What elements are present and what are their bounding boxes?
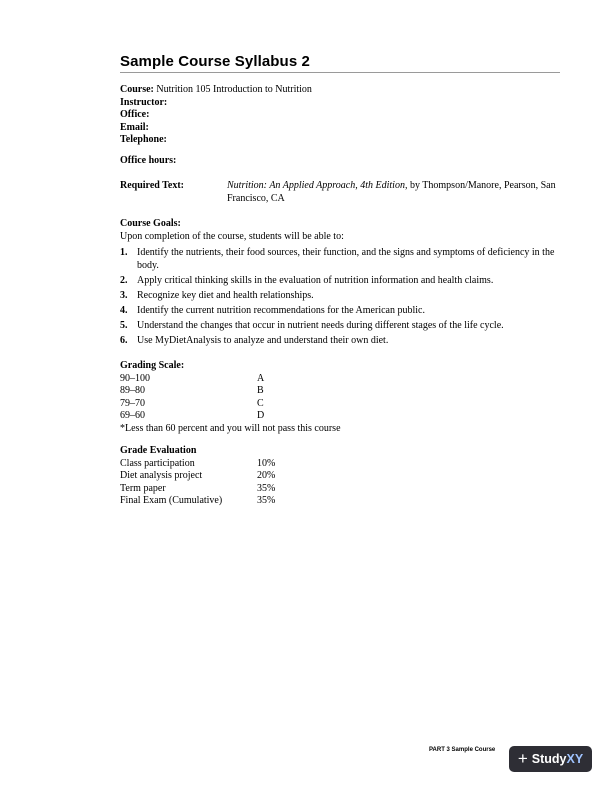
page-title: Sample Course Syllabus 2	[120, 53, 310, 70]
course-info	[120, 84, 312, 147]
required-book-title: Nutrition: An Applied Approach, 4th Edition,	[227, 180, 408, 191]
badge-label	[532, 752, 583, 766]
list-item	[120, 320, 565, 333]
list-item	[120, 247, 565, 272]
email-label: Email:	[120, 121, 149, 133]
table-row	[120, 410, 341, 423]
table-row	[120, 470, 276, 483]
goal-text: Identify the nutrients, their food sources, their function, and the signs and symptoms of deficiency in the body.	[137, 247, 555, 271]
table-row	[120, 373, 341, 386]
table-row	[120, 457, 276, 471]
course-value: Nutrition 105 Introduction to Nutrition	[156, 84, 312, 95]
course-goals	[120, 218, 344, 243]
grading-scale-heading: Grading Scale:	[120, 360, 185, 371]
goal-number: 2.	[120, 274, 128, 286]
table-row	[120, 398, 341, 411]
office-label: Office:	[120, 109, 150, 120]
goal-number: 6.	[120, 334, 128, 346]
table-row	[120, 495, 276, 508]
grade-range: 89–80	[120, 385, 145, 397]
table-row	[120, 385, 341, 398]
evaluation-weight: 20%	[257, 470, 276, 482]
grade-letter: D	[257, 410, 265, 422]
goals-list	[120, 247, 565, 350]
telephone-label: Telephone:	[120, 134, 167, 145]
goal-number: 4.	[120, 304, 128, 316]
list-item	[120, 290, 565, 303]
badge-name: Study	[531, 752, 567, 766]
evaluation-item: Term paper	[120, 482, 166, 494]
required-text-value	[227, 180, 562, 205]
evaluation-weight: 35%	[257, 495, 276, 507]
grading-scale	[120, 360, 341, 436]
evaluation-item: Final Exam (Cumulative)	[120, 495, 223, 507]
list-item	[120, 275, 565, 288]
list-item	[120, 305, 565, 318]
office-hours	[120, 155, 176, 168]
grade-letter: C	[257, 397, 264, 409]
instructor-label: Instructor:	[120, 96, 168, 108]
required-book-details: by Thompson/Manore, Pearson, San Francisco, CA	[227, 180, 556, 204]
page-footer: PART 3 Sample Course	[429, 747, 496, 753]
grade-evaluation-heading: Grade Evaluation	[120, 445, 197, 456]
goal-text: Use MyDietAnalysis to analyze and understand their own diet.	[137, 334, 389, 346]
grade-evaluation	[120, 445, 276, 508]
grade-range: 90–100	[120, 372, 150, 384]
evaluation-item: Diet analysis project	[120, 470, 203, 482]
course-line	[120, 84, 312, 97]
studyxy-badge[interactable]	[509, 746, 592, 772]
grade-range: 79–70	[120, 397, 145, 409]
goal-number: 3.	[120, 289, 128, 301]
goals-intro: Upon completion of the course, students will be able to:	[120, 230, 344, 242]
goals-heading: Course Goals:	[120, 218, 181, 229]
goal-text: Identify the current nutrition recommendations for the American public.	[137, 304, 425, 316]
grade-range: 69–60	[120, 410, 145, 422]
evaluation-weight: 35%	[257, 482, 276, 494]
office-hours-label: Office hours:	[120, 155, 177, 166]
evaluation-weight: 10%	[257, 457, 276, 469]
table-row	[120, 482, 276, 496]
grade-letter: B	[257, 385, 264, 397]
course-label: Course:	[120, 84, 154, 95]
plus-icon: +	[517, 748, 528, 768]
grade-letter: A	[257, 372, 265, 384]
grading-note: *Less than 60 percent and you will not pass this course	[120, 422, 341, 434]
evaluation-item: Class participation	[120, 457, 195, 469]
goal-text: Understand the changes that occur in nutrient needs during different stages of the life cycle.	[137, 319, 504, 331]
required-text-label: Required Text:	[120, 180, 184, 191]
title-divider	[120, 72, 560, 73]
badge-suffix: XY	[566, 752, 584, 766]
list-item	[120, 335, 565, 348]
goal-text: Apply critical thinking skills in the evaluation of nutrition information and health claims.	[137, 274, 494, 286]
goal-number: 1.	[120, 247, 128, 258]
goal-text: Recognize key diet and health relationships.	[137, 289, 314, 301]
goal-number: 5.	[120, 319, 128, 331]
